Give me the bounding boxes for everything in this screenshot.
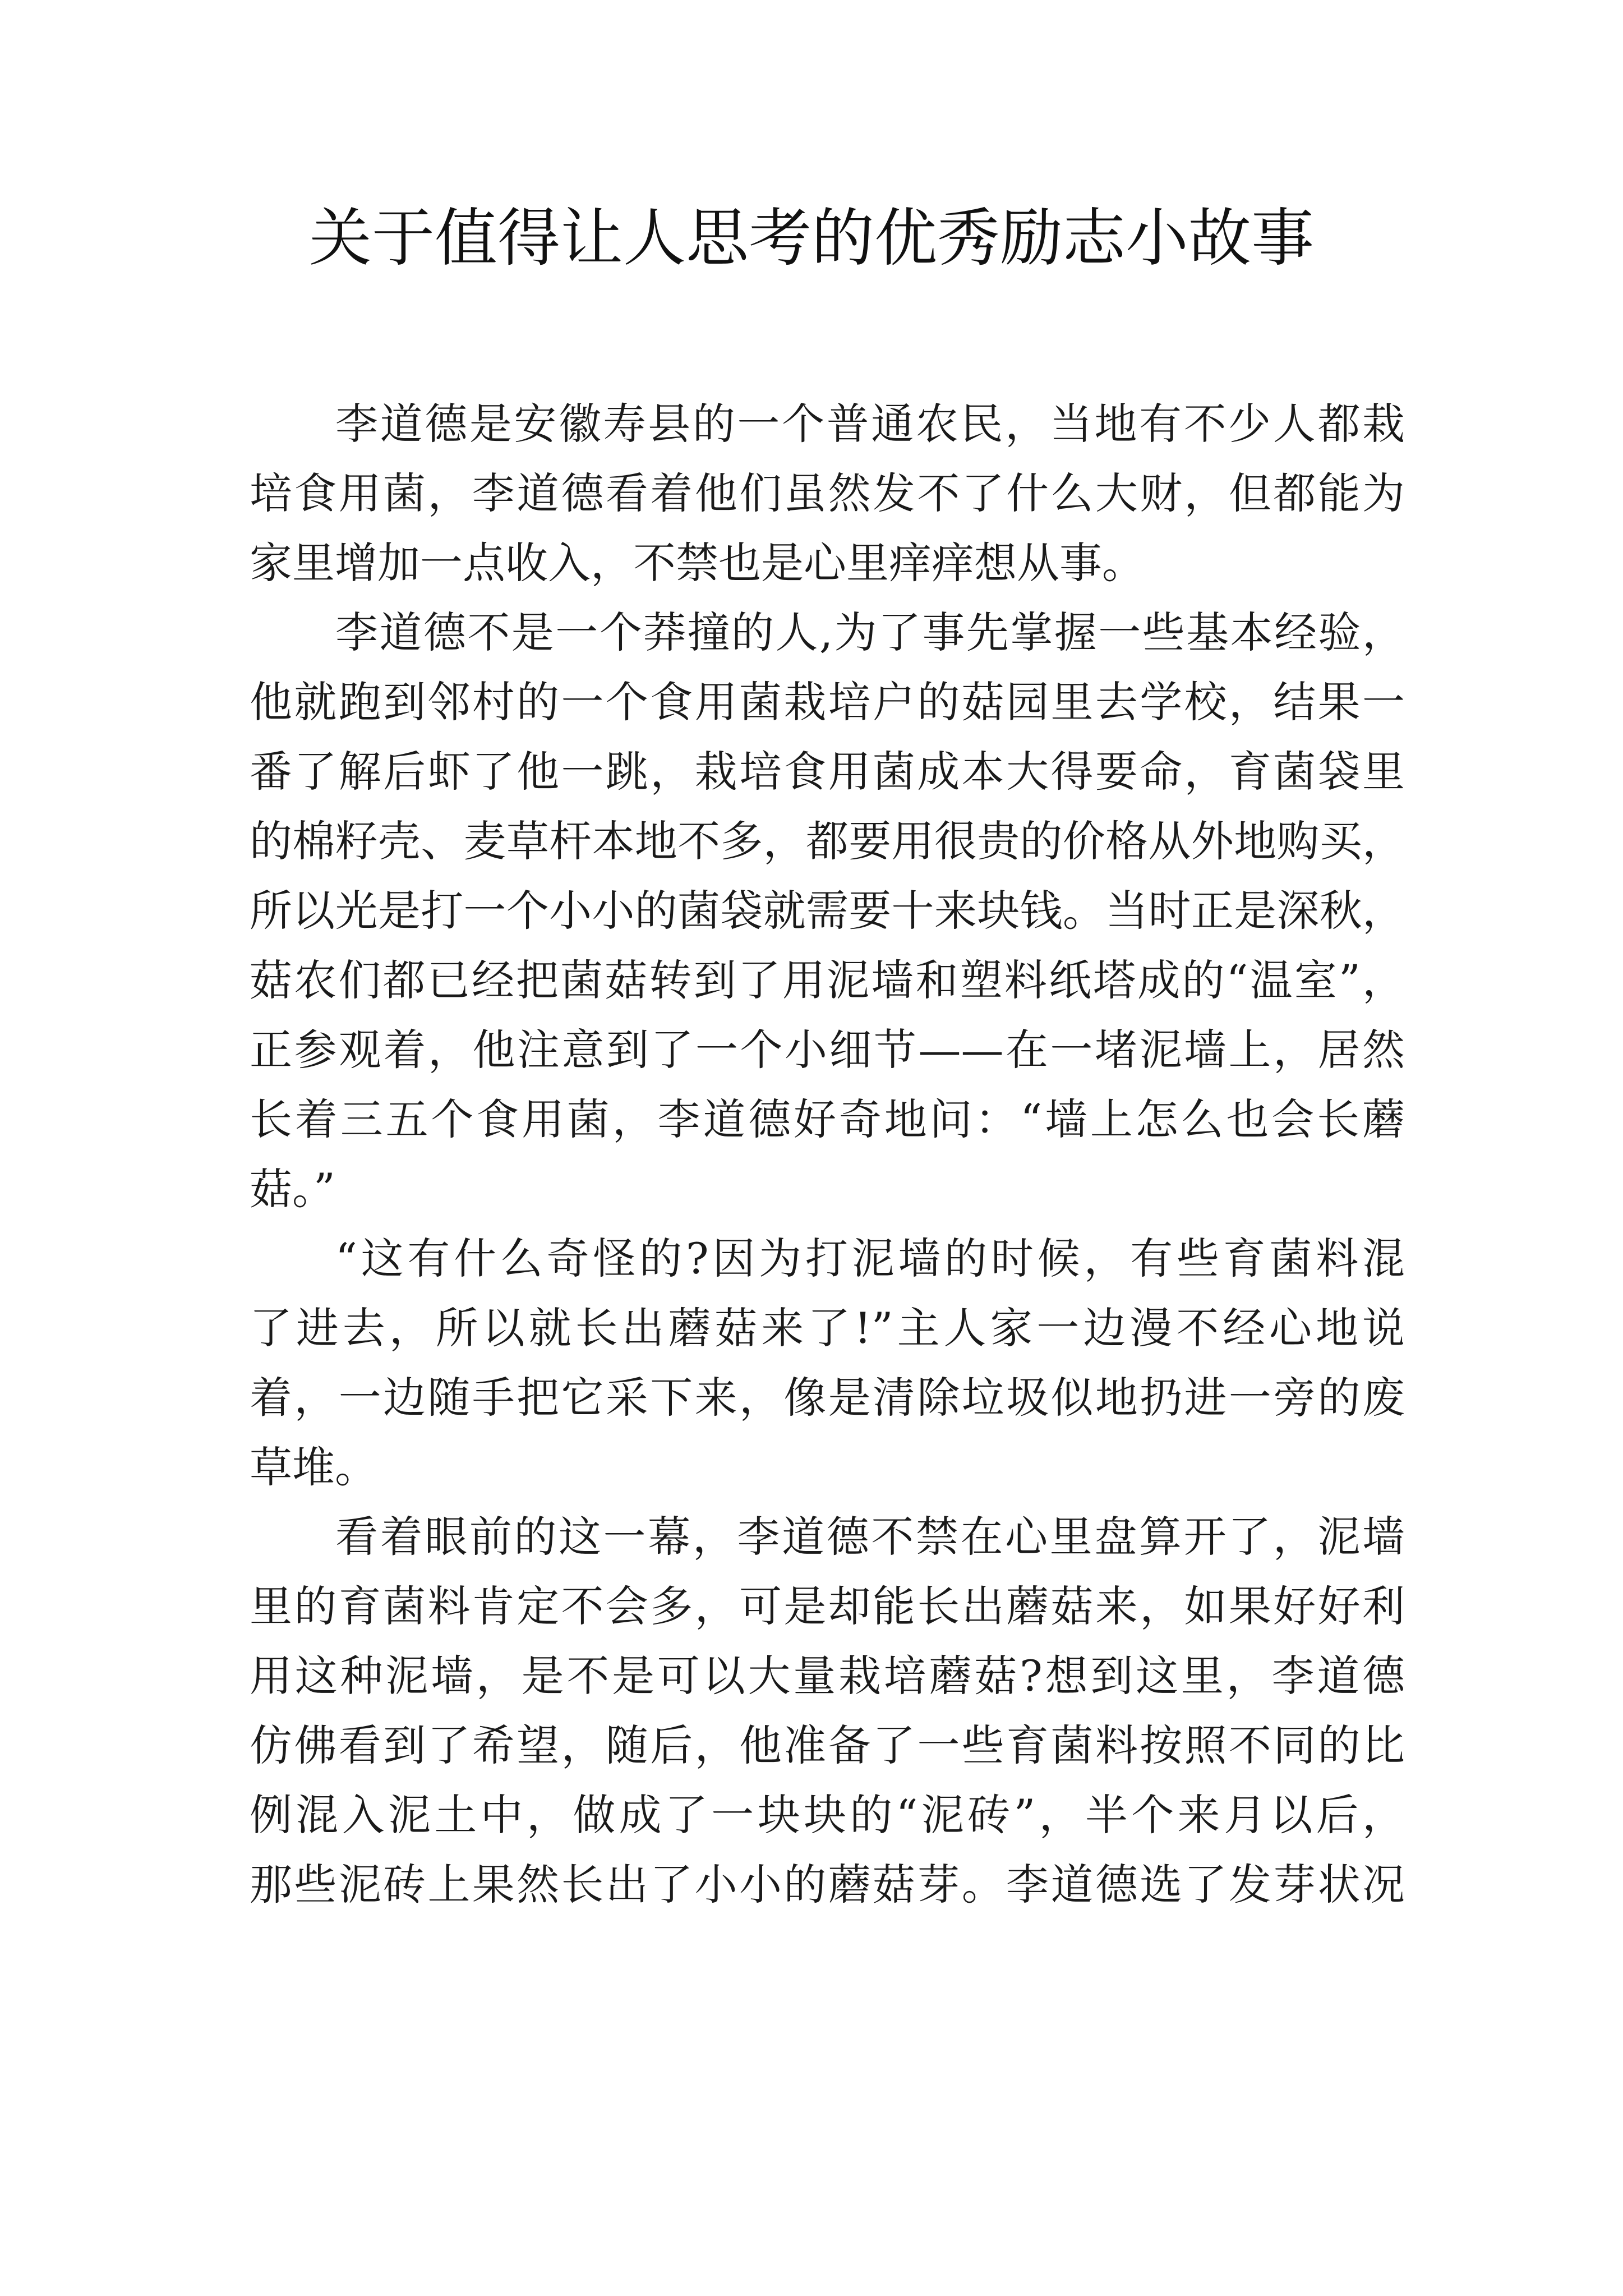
text-line: 草堆。	[250, 1442, 377, 1492]
text-line: 菇。”	[250, 1164, 335, 1214]
text-line: 看着眼前的这一幕，李道德不禁在心里盘算开了，泥墙	[335, 1512, 1405, 1562]
text-line: 李道德是安徽寿县的一个普通农民，当地有不少人都栽	[335, 399, 1405, 449]
text-line: 了进去，所以就长出蘑菇来了!”主人家一边漫不经心地说	[250, 1303, 1405, 1353]
text-line: 菇农们都已经把菌菇转到了用泥墙和塑料纸塔成的“温室”，	[250, 955, 1405, 1005]
text-line: 用这种泥墙，是不是可以大量栽培蘑菇?想到这里，李道德	[250, 1651, 1405, 1701]
text-line: 正参观着，他注意到了一个小细节——在一堵泥墙上，居然	[250, 1025, 1405, 1075]
text-line: 李道德不是一个莽撞的人,为了事先掌握一些基本经验，	[335, 608, 1405, 657]
document-title: 关于值得让人思考的优秀励志小故事	[309, 202, 1314, 275]
text-line: 着，一边随手把它采下来，像是清除垃圾似地扔进一旁的废	[250, 1373, 1405, 1423]
text-line: 长着三五个食用菌，李道德好奇地问：“墙上怎么也会长蘑	[250, 1094, 1405, 1144]
text-line: 所以光是打一个小小的菌袋就需要十来块钱。当时正是深秋，	[250, 886, 1405, 936]
text-line: 里的育菌料肯定不会多，可是却能长出蘑菇来，如果好好利	[250, 1581, 1405, 1631]
text-line: 的棉籽壳、麦草杆本地不多，都要用很贵的价格从外地购买，	[250, 816, 1405, 866]
text-line: 家里增加一点收入，不禁也是心里痒痒想从事。	[250, 538, 1145, 588]
text-line: 例混入泥土中，做成了一块块的“泥砖”，半个来月以后，	[250, 1790, 1405, 1840]
text-line: 那些泥砖上果然长出了小小的蘑菇芽。李道德选了发芽状况	[250, 1860, 1405, 1910]
text-line: “这有什么奇怪的?因为打泥墙的时候，有些育菌料混	[335, 1234, 1405, 1283]
text-line: 他就跑到邻村的一个食用菌栽培户的菇园里去学校，结果一	[250, 677, 1405, 727]
text-line: 培食用菌，李道德看着他们虽然发不了什么大财，但都能为	[250, 468, 1405, 518]
text-line: 番了解后虾了他一跳，栽培食用菌成本大得要命，育菌袋里	[250, 747, 1405, 797]
text-line: 仿佛看到了希望，随后，他准备了一些育菌料按照不同的比	[250, 1720, 1405, 1770]
